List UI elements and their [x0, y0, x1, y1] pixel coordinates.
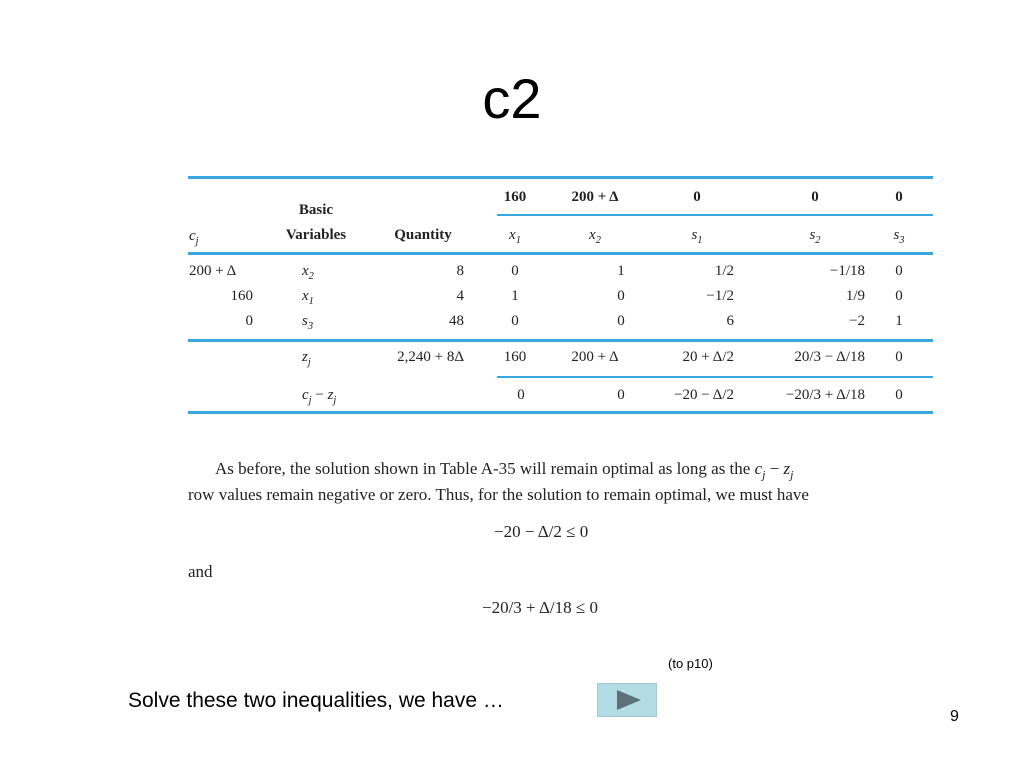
row2-x2: 0: [617, 288, 625, 304]
zj-bottom-rule: [497, 376, 933, 378]
coef-x1: 160: [503, 189, 527, 205]
header-bottom-rule: [188, 252, 933, 255]
var-x2: $x_2$: [589, 227, 601, 246]
coef-s3: 0: [895, 189, 903, 205]
row2-s1: −1/2: [706, 288, 734, 304]
zj-s3: 0: [895, 349, 903, 365]
cjzj-label: $c_j - z_j$: [302, 387, 337, 406]
row3-s3: 1: [895, 313, 903, 329]
zj-x1: 160: [503, 349, 527, 365]
bottom-prompt-text: Solve these two inequalities, we have …: [128, 689, 504, 712]
var-s3: $s_3$: [893, 227, 905, 246]
cjzj-x1: 0: [517, 387, 525, 403]
next-slide-button[interactable]: [597, 683, 657, 717]
row2-basic: $x_1$: [302, 288, 314, 307]
slide-title: c2: [482, 67, 542, 130]
row3-basic: $s_3$: [302, 313, 314, 332]
var-s2: $s_2$: [809, 227, 821, 246]
cjzj-s1: −20 − Δ/2: [674, 387, 734, 403]
header-mid-rule: [497, 214, 933, 216]
coef-x2: 200 + Δ: [571, 189, 619, 205]
cjzj-s2: −20/3 + Δ/18: [785, 387, 865, 403]
zj-label: $z_j$: [302, 349, 311, 368]
and-text: and: [188, 562, 213, 581]
zj-quantity: 2,240 + 8Δ: [397, 349, 464, 365]
play-arrow-icon: [617, 690, 641, 710]
var-s1: $s_1$: [691, 227, 703, 246]
row2-cj: 160: [230, 288, 253, 304]
zj-s2: 20/3 − Δ/18: [794, 349, 865, 365]
header-cj: $c_j$: [189, 228, 199, 247]
page-number: 9: [950, 708, 959, 725]
to-page-note: (to p10): [668, 656, 713, 671]
table-bottom-rule: [188, 411, 933, 414]
row1-quantity: 8: [456, 263, 464, 279]
row2-quantity: 4: [456, 288, 464, 304]
row1-x2: 1: [617, 263, 625, 279]
coef-s1: 0: [693, 189, 701, 205]
zj-x2: 200 + Δ: [571, 349, 619, 365]
header-basic-line2: Variables: [285, 227, 347, 243]
cjzj-x2: 0: [617, 387, 625, 403]
row2-s3: 0: [895, 288, 903, 304]
row1-s1: 1/2: [714, 263, 734, 279]
row3-s2: −2: [849, 313, 865, 329]
row3-quantity: 48: [449, 313, 464, 329]
row1-s2: −1/18: [829, 263, 865, 279]
inequality-2: −20/3 + Δ/18 ≤ 0: [482, 598, 598, 617]
zj-s1: 20 + Δ/2: [682, 349, 734, 365]
row3-cj: 0: [245, 313, 253, 329]
cjzj-s3: 0: [895, 387, 903, 403]
paragraph-line1: As before, the solution shown in Table A-35 will remain optimal as long as the $c_j - z_j$: [215, 459, 794, 482]
inequality-1: −20 − Δ/2 ≤ 0: [494, 522, 589, 541]
row1-cj: 200 + Δ: [189, 263, 237, 279]
row1-basic: $x_2$: [302, 263, 314, 282]
var-x1: $x_1$: [509, 227, 521, 246]
row3-x2: 0: [617, 313, 625, 329]
header-basic-line1: Basic: [298, 202, 334, 218]
coef-s2: 0: [811, 189, 819, 205]
table-top-rule: [188, 176, 933, 179]
row1-s3: 0: [895, 263, 903, 279]
header-quantity: Quantity: [394, 227, 452, 243]
row3-s1: 6: [726, 313, 734, 329]
row1-x1: 0: [511, 263, 519, 279]
row3-x1: 0: [511, 313, 519, 329]
body-bottom-rule: [188, 339, 933, 342]
paragraph-line2: row values remain negative or zero. Thus, for the solution to remain optimal, we must have: [188, 485, 809, 504]
row2-x1: 1: [511, 288, 519, 304]
row2-s2: 1/9: [845, 288, 865, 304]
